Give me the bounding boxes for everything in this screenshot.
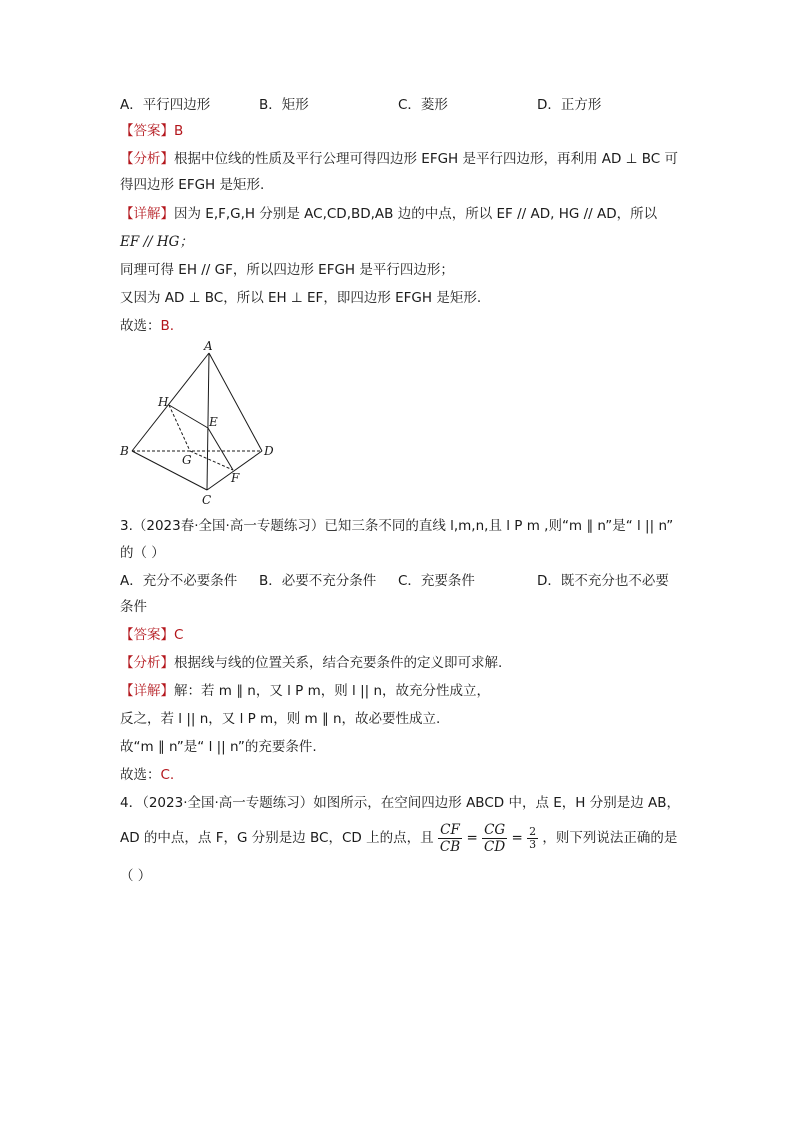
q3-option-c: C．充要条件 [398,573,475,589]
q3-stem-1: 3.（2023春·全国·高一专题练习）已知三条不同的直线 l,m,n,且 l P m ,则“m ∥ n”是“ l || n” [120,518,674,534]
option-b: B．矩形 [259,97,309,113]
detail-line-3: 同理可得 EH // GF，所以四边形 EFGH 是平行四边形； [120,262,454,278]
label-h: H [158,395,169,409]
choice-value: B. [160,318,175,334]
equals-sign-2: = [511,830,523,846]
fraction-cg: CG [482,822,507,839]
detail-line-4: 又因为 AD ⊥ BC，所以 EH ⊥ EF，即四边形 EFGH 是矩形. [120,290,482,306]
detail-line-2: EF // HG； [120,234,193,250]
detail-line-1 [120,204,657,224]
segment-he [169,405,208,428]
label-g: G [182,453,192,467]
label-c: C [202,493,212,507]
analysis-line [120,149,678,169]
equals-sign-1: = [466,830,478,846]
label-f: F [231,471,240,485]
fraction-cb: CB [439,838,461,855]
fraction-two-thirds [527,826,538,851]
choice-line [120,316,174,336]
fraction-cf-cb [438,822,462,855]
q3-stem-2: 的（ ） [120,545,165,561]
edge-ab [132,353,209,451]
q3-choice-value: C. [160,767,175,783]
q3-analysis-label: 【分析】 [120,655,174,671]
edge-bc [132,451,207,490]
fraction-cg-cd [482,822,507,855]
label-d: D [264,444,274,458]
option-c: C．菱形 [398,97,448,113]
q3-option-d-cont: 条件 [120,599,147,615]
segment-hg-hidden [169,405,190,451]
segment-gf-hidden [190,451,233,470]
q4-stem-1: 4．（2023·全国·高一专题练习）如图所示，在空间四边形 ABCD 中，点 E，H 分别是边 AB， [120,795,680,811]
analysis-text: 根据中位线的性质及平行公理可得四边形 EFGH 是平行四边形，再利用 AD ⊥ BC 可 [174,151,678,167]
q3-answer-line [120,625,183,645]
label-b: B [120,444,129,458]
q3-detail-text-1: 解：若 m ∥ n，又 l P m，则 l || n，故充分性成立， [174,683,491,699]
q3-choice-line [120,765,174,785]
q3-detail-line-2: 反之，若 l || n，又 l P m，则 m ∥ n，故必要性成立. [120,711,441,727]
fraction-cf: CF [438,822,462,839]
option-d: D．正方形 [537,97,602,113]
label-e: E [209,415,218,429]
segment-ef [208,428,233,470]
edge-ad [209,353,262,451]
answer-label: 【答案】 [120,123,174,139]
label-a: A [204,340,213,353]
fraction-cd: CD [484,838,506,855]
fraction-three: 3 [529,837,537,851]
tetrahedron-figure [118,340,278,510]
q4-stem-3: （ ） [120,868,152,884]
q3-choice-label: 故选： [120,767,161,783]
fraction-two: 2 [529,824,537,838]
q3-answer-value: C [174,627,184,643]
q3-analysis-line [120,653,502,673]
q3-detail-line-1 [120,681,490,701]
q4-stem-2-tail: ，则下列说法正确的是 [542,830,678,846]
option-a: A．平行四边形 [120,97,211,113]
q3-option-a: A．充分不必要条件 [120,573,238,589]
q3-option-b: B．必要不充分条件 [259,573,377,589]
q3-detail-label: 【详解】 [120,683,174,699]
detail-label: 【详解】 [120,206,174,222]
answer-line [120,121,183,141]
analysis-line-2: 得四边形 EFGH 是矩形. [120,177,265,193]
detail-text-1: 因为 E,F,G,H 分别是 AC,CD,BD,AB 边的中点，所以 EF // AD, HG // AD，所以 [174,206,658,222]
q3-analysis-text: 根据线与线的位置关系，结合充要条件的定义即可求解. [174,655,503,671]
q3-detail-line-3: 故“m ∥ n”是“ l || n”的充要条件. [120,739,317,755]
q3-option-d: D．既不充分也不必要 [537,573,669,589]
answer-value: B [174,123,184,139]
q4-stem-2-text: AD 的中点，点 F，G 分别是边 BC，CD 上的点，且 [120,830,434,846]
q3-answer-label: 【答案】 [120,627,174,643]
q4-stem-2 [120,820,677,856]
choice-label: 故选： [120,318,161,334]
analysis-label: 【分析】 [120,151,174,167]
